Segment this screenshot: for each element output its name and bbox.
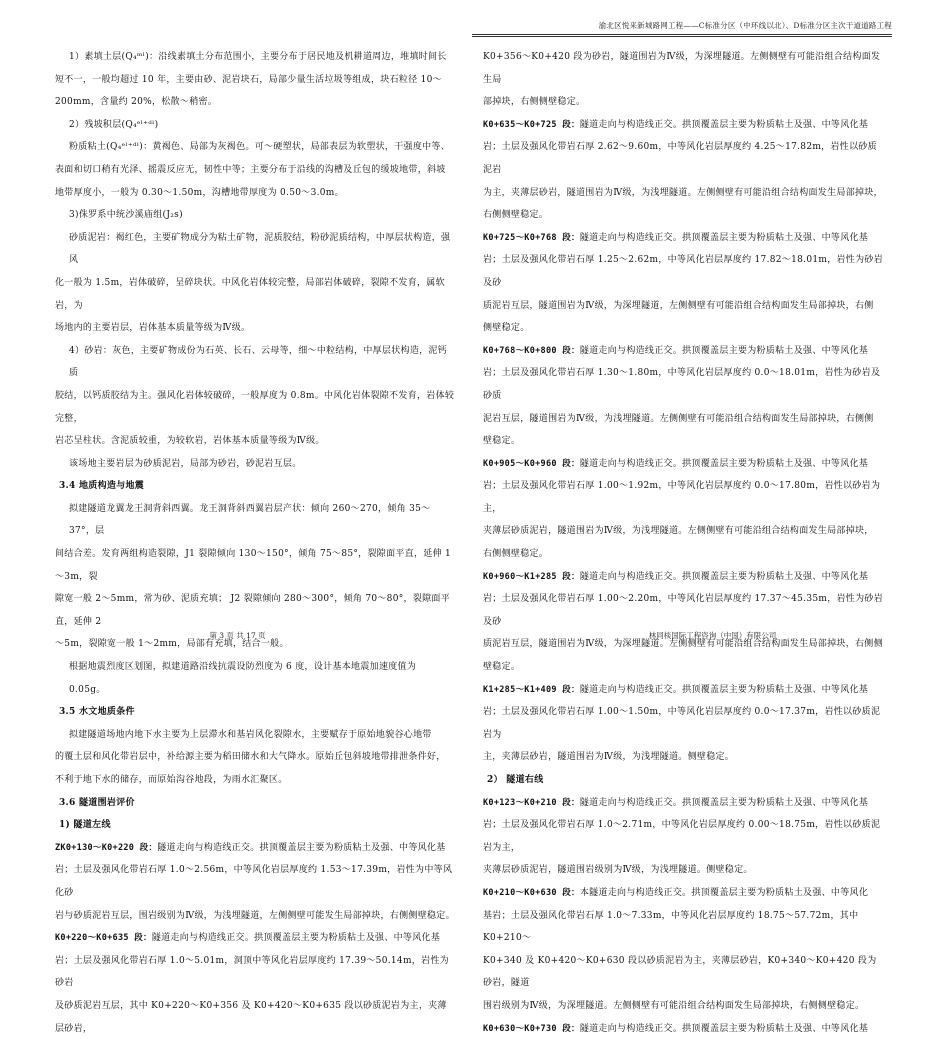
line-text: 拟建隧道龙翼龙王洞背斜西翼。龙王洞背斜西翼岩层产状：倾向 260～270，倾角 35～37°，层 bbox=[69, 503, 431, 537]
line-text: 岩；土层及强风化带岩石厚 1.0～5.01m，洞顶中等风化岩层厚度约 17.39～50.14m，岩性为砂岩 bbox=[55, 955, 449, 989]
paragraph-line bbox=[483, 136, 883, 181]
paragraph-line bbox=[483, 814, 883, 859]
line-text: 隧道走向与构造线正交。拱顶覆盖层主要为粉质粘土及强、中等风化基 bbox=[579, 458, 869, 469]
line-text: 隧道走向与构造线正交。拱顶覆盖层主要为粉质粘土及强、中等风化基 bbox=[579, 684, 869, 695]
paragraph-line bbox=[55, 159, 455, 182]
paragraph-line bbox=[55, 385, 455, 430]
section-label: K0+768～K0+800 段： bbox=[483, 345, 580, 356]
line-text: 根据地震烈度区划图，拟建道路沿线抗震设防烈度为 6 度，设计基本地震加速度值为 0.05g。 bbox=[69, 662, 417, 695]
paragraph-line bbox=[55, 272, 455, 317]
line-text: 本隧道走向与构造线正交。拱顶覆盖层主要为粉质粘土及强、中等风化 bbox=[579, 887, 869, 898]
line-text: 及砂质泥岩互层，其中 K0+220～K0+356 及 K0+420～K0+635 段以砂质泥岩为主，夹薄层砂岩， bbox=[55, 1000, 447, 1034]
line-text: 右侧侧壁稳定。 bbox=[483, 210, 549, 221]
paragraph-line bbox=[55, 769, 455, 792]
line-text: 岩；土层及强风化带岩石厚 1.00～1.50m，中等风化岩层厚度约 0.0～17.37m，岩性以砂质泥岩为 bbox=[483, 707, 881, 740]
section-label: K0+210～K0+630 段： bbox=[483, 887, 580, 898]
paragraph-line bbox=[483, 588, 883, 633]
paragraph-line bbox=[483, 679, 883, 702]
line-text: 为主，夹薄层砂岩，隧道围岩为Ⅳ级，为浅埋隧道。左侧侧壁有可能沿组合结构面发生局部掉块， bbox=[483, 187, 883, 198]
paragraph-line bbox=[483, 746, 883, 769]
left-column bbox=[55, 46, 455, 1040]
line-text: 右侧侧壁稳定。 bbox=[483, 549, 549, 560]
line-text: 1) 隧道左线 bbox=[59, 820, 111, 831]
paragraph-line bbox=[483, 905, 883, 950]
line-text: 岩；土层及强风化带岩石厚 1.0～2.56m，中等风化岩层厚度约 1.53～17.39m，岩性为中等风化砂 bbox=[55, 865, 453, 898]
line-text: 间结合差。发育两组构造裂隙，J1 裂隙倾向 130～150°，倾角 75～85°，裂隙面平直，延伸 1～3m，裂 bbox=[55, 549, 452, 582]
paragraph-line bbox=[483, 408, 883, 431]
paragraph-line bbox=[55, 927, 455, 950]
section-label: K0+905～K0+960 段： bbox=[483, 458, 580, 469]
paragraph-line bbox=[483, 1018, 883, 1040]
line-text: 岩；土层及强风化带岩石厚 1.30～1.80m，中等风化岩层厚度约 0.0～18.01m，岩性为砂岩及砂质 bbox=[483, 368, 881, 401]
paragraph-line bbox=[483, 114, 883, 137]
paragraph-line bbox=[483, 701, 883, 746]
line-text: 表面和切口稍有光泽、摇震反应无，韧性中等；主要分布于沿线的沟槽及丘包的缓坡地带，斜坡 bbox=[55, 164, 446, 175]
section-label: K0+960～K1+285 段： bbox=[483, 571, 580, 582]
line-text: 2） 隧道右线 bbox=[487, 775, 544, 785]
section-label: K1+285～K1+409 段： bbox=[483, 684, 580, 695]
paragraph-line bbox=[55, 746, 455, 769]
paragraph-line bbox=[55, 317, 455, 340]
paragraph-line bbox=[483, 340, 883, 363]
paragraph-line bbox=[55, 950, 455, 995]
line-text: 夹薄层砂质泥岩，隧道围岩为Ⅳ级，为浅埋隧道。左侧侧壁有可能沿组合结构面发生局部掉块， bbox=[483, 526, 874, 537]
line-text: 隧道走向与构造线正交。拱顶覆盖层主要为粉质粘土及强、中等风化基 bbox=[579, 797, 869, 808]
line-text: 岩；土层及强风化带岩石厚 1.25～2.62m，中等风化岩层厚度约 17.82～18.01m，岩性为砂岩及砂 bbox=[483, 255, 883, 288]
line-text: 拟建隧道场地内地下水主要为上层滞水和基岩风化裂隙水，主要赋存于原始地貌谷心地带 bbox=[69, 729, 432, 740]
paragraph-line bbox=[55, 475, 455, 498]
line-text: 部掉块，右侧侧壁稳定。 bbox=[483, 97, 586, 108]
paragraph-line bbox=[55, 69, 455, 92]
section-label: K0+630～K0+730 段： bbox=[483, 1023, 580, 1034]
line-text: 该场地主要岩层为砂质泥岩，局部为砂岩，砂泥岩互层。 bbox=[69, 458, 302, 469]
paragraph-line bbox=[55, 91, 455, 114]
line-text: 壁稳定。 bbox=[483, 436, 521, 447]
line-text: 主，夹薄层砂岩，隧道围岩为Ⅳ级，为浅埋隧道。侧壁稳定。 bbox=[483, 752, 735, 763]
paragraph-line bbox=[55, 340, 455, 385]
paragraph-line bbox=[483, 430, 883, 453]
line-text: 侧壁稳定。 bbox=[483, 323, 530, 334]
line-text: 不利于地下水的储存，而原始沟谷地段，为雨水汇聚区。 bbox=[55, 775, 288, 785]
right-column bbox=[483, 46, 883, 1040]
paragraph-line bbox=[483, 295, 883, 318]
line-text: 隙宽一般 2～5mm，常为砂、泥质充填； J2 裂隙倾向 280～300°，倾角 70～80°，裂隙面平直，延伸 2 bbox=[55, 594, 451, 627]
paragraph-line bbox=[55, 46, 455, 69]
footer-company: 林同棪国际工程咨询（中国）有限公司 bbox=[648, 631, 777, 640]
line-text: K0+356～K0+420 段为砂岩，隧道围岩为Ⅳ级，为深埋隧道。左侧侧壁有可能沿组合结构面发生局 bbox=[483, 52, 881, 85]
line-text: 岩芯呈柱状。含泥质较重，为较软岩，岩体基本质量等级为Ⅳ级。 bbox=[55, 436, 325, 447]
paragraph-line bbox=[55, 701, 455, 724]
paragraph-line bbox=[483, 656, 883, 679]
paragraph-line bbox=[55, 588, 455, 633]
paragraph-line bbox=[483, 520, 883, 543]
paragraph-line bbox=[55, 837, 455, 860]
line-text: ～5m，裂隙宽一般 1～2mm，局部有充填，结合一般。 bbox=[55, 639, 289, 650]
paragraph-line bbox=[55, 995, 455, 1040]
paragraph-line bbox=[483, 566, 883, 589]
paragraph-line bbox=[483, 882, 883, 905]
paragraph-line bbox=[483, 769, 883, 792]
page-header: 渝北区悦来新城路网工程——C标准分区（中环线以北）、D标准分区主次干道道路工程 bbox=[472, 20, 892, 35]
line-text: 岩；土层及强风化带岩石厚 1.0～2.71m，中等风化岩层厚度约 0.00～18.75m，岩性以砂质泥岩为主， bbox=[483, 820, 881, 853]
line-text: 化一般为 1.5m，岩体破碎，呈碎块状。中风化岩体较完整，局部岩体破碎，裂隙不发育，属软岩，为 bbox=[55, 277, 445, 311]
line-text: 围岩级别为Ⅳ级，为深埋隧道。左侧侧壁有可能沿组合结构面发生局部掉块，右侧侧壁稳定。 bbox=[483, 1000, 865, 1011]
line-text: 质泥岩互层，隧道围岩为Ⅳ级，为深埋隧道，左侧侧壁有可能沿组合结构面发生局部掉块，右侧 bbox=[483, 300, 874, 311]
line-text: 岩；土层及强风化带岩石厚 2.62～9.60m，中等风化岩层厚度约 4.25～17.82m，岩性以砂质泥岩 bbox=[483, 142, 877, 175]
line-text: 隧道走向与构造线正交。拱顶覆盖层主要为粉质粘土及强、中等风化基 bbox=[579, 345, 869, 356]
line-text: 胶结，以钙质胶结为主。强风化岩体较破碎，一般厚度为 0.8m。中风化岩体裂隙不发育，岩体较完整， bbox=[55, 390, 455, 424]
paragraph-line bbox=[483, 792, 883, 815]
line-text: 隧道走向与构造线正交。拱顶覆盖层主要为粉质粘土及强、中等风化基 bbox=[151, 933, 441, 944]
line-text: 砂质泥岩：褐红色，主要矿物成分为粘土矿物，泥质胶结，粉砂泥质结构，中厚层状构造，强风 bbox=[69, 232, 451, 266]
paragraph-line bbox=[55, 227, 455, 272]
paragraph-line bbox=[483, 950, 883, 995]
line-text: 粉质粘土(Q₄ᵉˡ⁺ᵈˡ)：黄褐色、局部为灰褐色。可～硬塑状，局部表层为软塑状，干强度中等、 bbox=[69, 142, 451, 153]
line-text: 岩与砂质泥岩互层，围岩级别为Ⅳ级，为浅埋隧道，左侧侧壁可能发生局部掉块，右侧侧壁稳定。 bbox=[55, 910, 455, 921]
line-text: 3.4 地质构造与地震 bbox=[59, 481, 145, 492]
line-text: 2）残坡积层(Q₄ᵉˡ⁺ᵈˡ) bbox=[69, 119, 159, 130]
section-label: K0+635～K0+725 段： bbox=[483, 119, 580, 130]
line-text: 隧道走向与构造线正交。拱顶覆盖层主要为粉质粘土及强、中等风化基 bbox=[579, 1023, 869, 1034]
line-text: 泥岩互层，隧道围岩为Ⅳ级，为浅埋隧道。左侧侧壁有可能沿组合结构面发生局部掉块，右侧侧 bbox=[483, 413, 874, 424]
paragraph-line bbox=[483, 91, 883, 114]
paragraph-line bbox=[483, 204, 883, 227]
line-text: 1）素填土层(Q₄ᵐˡ)：沿线素填土分布范围小，主要分布于居民地及机耕道周边，堆填时间长 bbox=[69, 52, 447, 62]
paragraph-line bbox=[483, 249, 883, 294]
paragraph-line bbox=[55, 430, 455, 453]
paragraph-line bbox=[55, 724, 455, 747]
paragraph-line bbox=[483, 453, 883, 476]
line-text: 隧道走向与构造线正交。拱顶覆盖层主要为粉质粘土及强、中等风化基 bbox=[157, 842, 446, 853]
paragraph-line bbox=[55, 859, 455, 904]
paragraph-line bbox=[483, 182, 883, 205]
line-text: 壁稳定。 bbox=[483, 662, 521, 673]
paragraph-line bbox=[483, 859, 883, 882]
paragraph-line bbox=[55, 656, 455, 701]
paragraph-line bbox=[55, 814, 455, 837]
line-text: K0+340 及 K0+420～K0+630 段以砂质泥岩为主，夹薄层砂岩，K0+340～K0+420 段为砂岩，隧道 bbox=[483, 955, 877, 989]
section-label: K0+123～K0+210 段： bbox=[483, 797, 580, 808]
section-label: K0+220～K0+635 段： bbox=[55, 933, 152, 944]
line-text: 200mm，含量约 20%，松散～稍密。 bbox=[55, 97, 218, 108]
paragraph-line bbox=[55, 182, 455, 205]
paragraph-line bbox=[483, 227, 883, 250]
paragraph-line bbox=[55, 453, 455, 476]
paragraph-line bbox=[55, 204, 455, 227]
line-text: 3)侏罗系中统沙溪庙组(J₂s) bbox=[69, 210, 183, 221]
line-text: 基岩；土层及强风化带岩石厚 1.0～7.33m，中等风化岩层厚度约 18.75～57.72m，其中 K0+210～ bbox=[483, 910, 859, 944]
line-text: 场地内的主要岩层，岩体基本质量等级为Ⅳ级。 bbox=[55, 323, 251, 334]
line-text: 夹薄层砂质泥岩，隧道围岩级别为Ⅳ级，为浅埋隧道。侧壁稳定。 bbox=[483, 865, 753, 876]
paragraph-line bbox=[483, 543, 883, 566]
line-text: 短不一，一般均超过 10 年，主要由砂、泥岩块石，局部少量生活垃圾等组成，块石粒径 10～ bbox=[55, 74, 442, 85]
line-text: 的覆土层和风化带岩层中，补给源主要为稻田储水和大气降水。原始丘包斜坡地带排泄条件好， bbox=[55, 752, 446, 763]
line-text: 隧道走向与构造线正交。拱顶覆盖层主要为粉质粘土及强、中等风化基 bbox=[579, 119, 869, 130]
paragraph-line bbox=[483, 317, 883, 340]
line-text: 3.5 水文地质条件 bbox=[59, 707, 135, 718]
paragraph-line bbox=[55, 114, 455, 137]
line-text: 岩；土层及强风化带岩石厚 1.00～2.20m，中等风化岩层厚度约 17.37～45.35m，岩性为砂岩及砂 bbox=[483, 594, 883, 627]
line-text: 岩；土层及强风化带岩石厚 1.00～1.92m，中等风化岩层厚度约 0.0～17.80m，岩性以砂岩为主， bbox=[483, 481, 881, 514]
paragraph-line bbox=[483, 362, 883, 407]
line-text: 地带厚度小，一般为 0.30～1.50m，沟槽地带厚度为 0.50～3.0m。 bbox=[55, 187, 344, 198]
line-text: 隧道走向与构造线正交。拱顶覆盖层主要为粉质粘土及强、中等风化基 bbox=[579, 571, 869, 582]
paragraph-line bbox=[55, 905, 455, 928]
paragraph-line bbox=[55, 543, 455, 588]
line-text: 3.6 隧道围岩评价 bbox=[59, 797, 135, 808]
paragraph-line bbox=[483, 46, 883, 91]
paragraph-line bbox=[55, 792, 455, 815]
section-label: ZK0+130～K0+220 段： bbox=[55, 842, 158, 853]
line-text: 4）砂岩：灰色，主要矿物成份为石英、长石、云母等，细～中粒结构，中厚层状构造，泥钙质 bbox=[69, 345, 448, 379]
paragraph-line bbox=[55, 498, 455, 543]
paragraph-line bbox=[483, 995, 883, 1018]
paragraph-line bbox=[55, 136, 455, 159]
page-number: 第 3 页 共 17 页 bbox=[209, 631, 266, 640]
line-text: 质泥岩互层，隧道围岩为Ⅳ级，为深埋隧道。左侧侧壁有可能沿组合结构面发生局部掉块，右侧侧 bbox=[483, 639, 883, 650]
line-text: 隧道走向与构造线正交。拱顶覆盖层主要为粉质粘土及强、中等风化基 bbox=[579, 232, 869, 243]
paragraph-line bbox=[483, 475, 883, 520]
section-label: K0+725～K0+768 段： bbox=[483, 232, 580, 243]
